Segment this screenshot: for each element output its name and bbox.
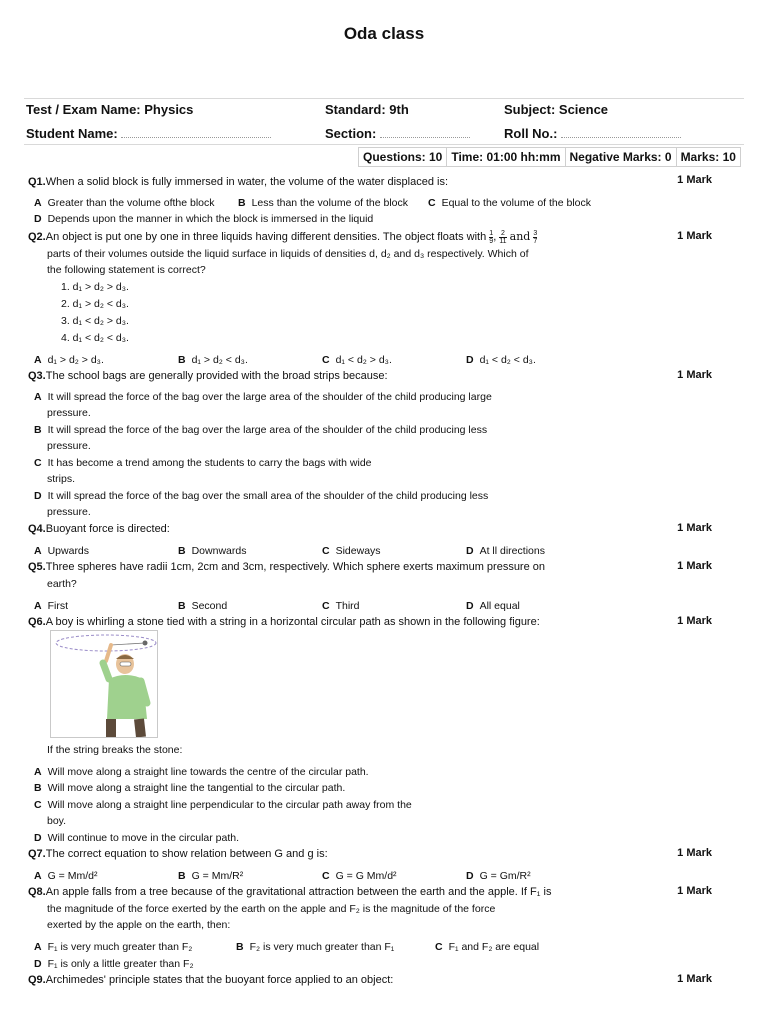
question-4: Q4.Buoyant force is directed: [28, 523, 170, 535]
student-name-label: Student Name: [26, 126, 118, 141]
fraction-3-7: $\frac{3}{7}$ [533, 229, 538, 245]
q3-option-a[interactable]: A It will spread the force of the bag over the large area of the shoulder of the child producing large pressure. [34, 391, 492, 419]
question-3-mark: 1 Mark [677, 369, 712, 381]
header-divider [24, 98, 744, 99]
boy-whirling-stone-figure [50, 630, 158, 738]
q8-option-d[interactable]: D F₁ is only a little greater than F₂ [34, 958, 194, 970]
q7-option-c[interactable]: C G = G Mm/d² [322, 870, 397, 882]
section-label: Section: [325, 126, 377, 141]
q5-option-d[interactable]: D All equal [466, 600, 520, 612]
standard: Standard: 9th [325, 102, 409, 117]
q6-after-figure-text: If the string breaks the stone: [47, 744, 183, 756]
q5-option-c[interactable]: C Third [322, 600, 360, 612]
q8-text-line-3: exerted by the apple on the earth, then: [47, 919, 231, 931]
q2-option-d[interactable]: D d₁ < d₂ < d₃. [466, 354, 536, 366]
q6-option-b[interactable]: B Will move along a straight line the tangential to the circular path. [34, 782, 346, 794]
time-limit: Time: 01:00 hh:mm [447, 148, 565, 166]
subject: Subject: Science [504, 102, 609, 117]
page-title: Oda class [343, 24, 425, 43]
q2-statement-3: 3. d₁ < d₂ > d₃. [61, 315, 129, 327]
q1-option-c[interactable]: C Equal to the volume of the block [428, 197, 592, 209]
q2-statement-1: 1. d₁ > d₂ > d₃. [61, 281, 129, 293]
q2-option-b[interactable]: B d₁ > d₂ < d₃. [178, 354, 248, 366]
q4-option-d[interactable]: D At ll directions [466, 545, 545, 557]
question-3: Q3.The school bags are generally provided with the broad strips because: [28, 370, 388, 382]
question-7: Q7.The correct equation to show relation between G and g is: [28, 848, 328, 860]
student-name-blank [121, 126, 271, 138]
q1-option-b[interactable]: B Less than the volume of the block [238, 197, 409, 209]
question-5-mark: 1 Mark [677, 560, 712, 572]
q4-option-a[interactable]: A Upwards [34, 545, 90, 557]
q7-option-a[interactable]: A G = Mm/d² [34, 870, 98, 882]
q8-text-line-2: the magnitude of the force exerted by the earth on the apple and F₂ is the magnitude of the force [47, 903, 496, 915]
q3-option-c[interactable]: C It has become a trend among the students to carry the bags with wide strips. [34, 457, 372, 485]
q7-option-d[interactable]: D G = Gm/R² [466, 870, 531, 882]
q8-option-b[interactable]: B F₂ is very much greater than F₁ [236, 941, 395, 953]
question-4-mark: 1 Mark [677, 522, 712, 534]
questions-count: Questions: 10 [359, 148, 447, 166]
q8-option-a[interactable]: A F₁ is very much greater than F₂ [34, 941, 193, 953]
q6-option-d[interactable]: D Will continue to move in the circular path. [34, 832, 240, 844]
question-2: Q2.An object is put one by one in three liquids having different densities. The object floats with $\frac{1}{9}$ , $\frac{2}{11}$ and $\frac{3}{7}$ [28, 229, 538, 245]
q3-option-b[interactable]: B It will spread the force of the bag over the large area of the shoulder of the child producing less pressure. [34, 424, 488, 452]
section-field[interactable] [325, 126, 470, 141]
roll-no-label: Roll No.: [504, 126, 558, 141]
q3-option-d[interactable]: D It will spread the force of the bag over the small area of the shoulder of the child producing less pressure. [34, 490, 489, 518]
question-9: Q9.Archimedes' principle states that the buoyant force applied to an object: [28, 974, 394, 986]
q2-text-line-2: parts of their volumes outside the liquid surface in liquids of densities d, d₂ and d₃ respectively. Which of [47, 248, 529, 260]
header-divider-2 [24, 144, 744, 145]
roll-no-blank [561, 126, 681, 138]
question-1-mark: 1 Mark [677, 174, 712, 186]
question-6: Q6.A boy is whirling a stone tied with a string in a horizontal circular path as shown in the following figure: [28, 616, 540, 628]
question-7-mark: 1 Mark [677, 847, 712, 859]
q8-option-c[interactable]: C F₁ and F₂ are equal [435, 941, 540, 953]
q1-option-a[interactable]: A Greater than the volume ofthe block [34, 197, 215, 209]
section-blank [380, 126, 470, 138]
q2-option-a[interactable]: A d₁ > d₂ > d₃. [34, 354, 104, 366]
exam-name: Test / Exam Name: Physics [26, 102, 194, 117]
total-marks: Marks: 10 [680, 150, 736, 164]
exam-info-box [358, 147, 741, 167]
q5-text-line-2: earth? [47, 578, 77, 590]
question-2-mark: 1 Mark [677, 230, 712, 242]
q2-text-line-3: the following statement is correct? [47, 264, 206, 276]
roll-no-field[interactable] [504, 126, 681, 141]
q5-option-a[interactable]: A First [34, 600, 69, 612]
q6-option-a[interactable]: A Will move along a straight line towards the centre of the circular path. [34, 766, 369, 778]
whirling-illustration [51, 631, 157, 737]
q4-option-c[interactable]: C Sideways [322, 545, 381, 557]
q1-option-d[interactable]: D Depends upon the manner in which the block is immersed in the liquid [34, 213, 374, 225]
negative-marks: Negative Marks: 0 [566, 148, 677, 166]
question-6-mark: 1 Mark [677, 615, 712, 627]
fraction-1-9: $\frac{1}{9}$ [489, 229, 494, 245]
question-5: Q5.Three spheres have radii 1cm, 2cm and 3cm, respectively. Which sphere exerts maximum pressure on [28, 561, 546, 573]
question-8: Q8.An apple falls from a tree because of the gravitational attraction between the earth and the apple. If F₁ is [28, 886, 552, 898]
q2-statement-2: 2. d₁ > d₂ < d₃. [61, 298, 129, 310]
q6-option-c[interactable]: C Will move along a straight line perpendicular to the circular path away from the boy. [34, 799, 412, 827]
question-9-mark: 1 Mark [677, 973, 712, 985]
question-8-mark: 1 Mark [677, 885, 712, 897]
question-1: Q1.When a solid block is fully immersed in water, the volume of the water displaced is: [28, 176, 449, 188]
q2-statement-4: 4. d₁ < d₂ < d₃. [61, 332, 129, 344]
q4-option-b[interactable]: B Downwards [178, 545, 247, 557]
student-name-field[interactable] [26, 126, 271, 141]
q7-option-b[interactable]: B G = Mm/R² [178, 870, 244, 882]
q5-option-b[interactable]: B Second [178, 600, 228, 612]
fraction-2-11: $\frac{2}{11}$ [499, 229, 507, 245]
q2-option-c[interactable]: C d₁ < d₂ > d₃. [322, 354, 392, 366]
